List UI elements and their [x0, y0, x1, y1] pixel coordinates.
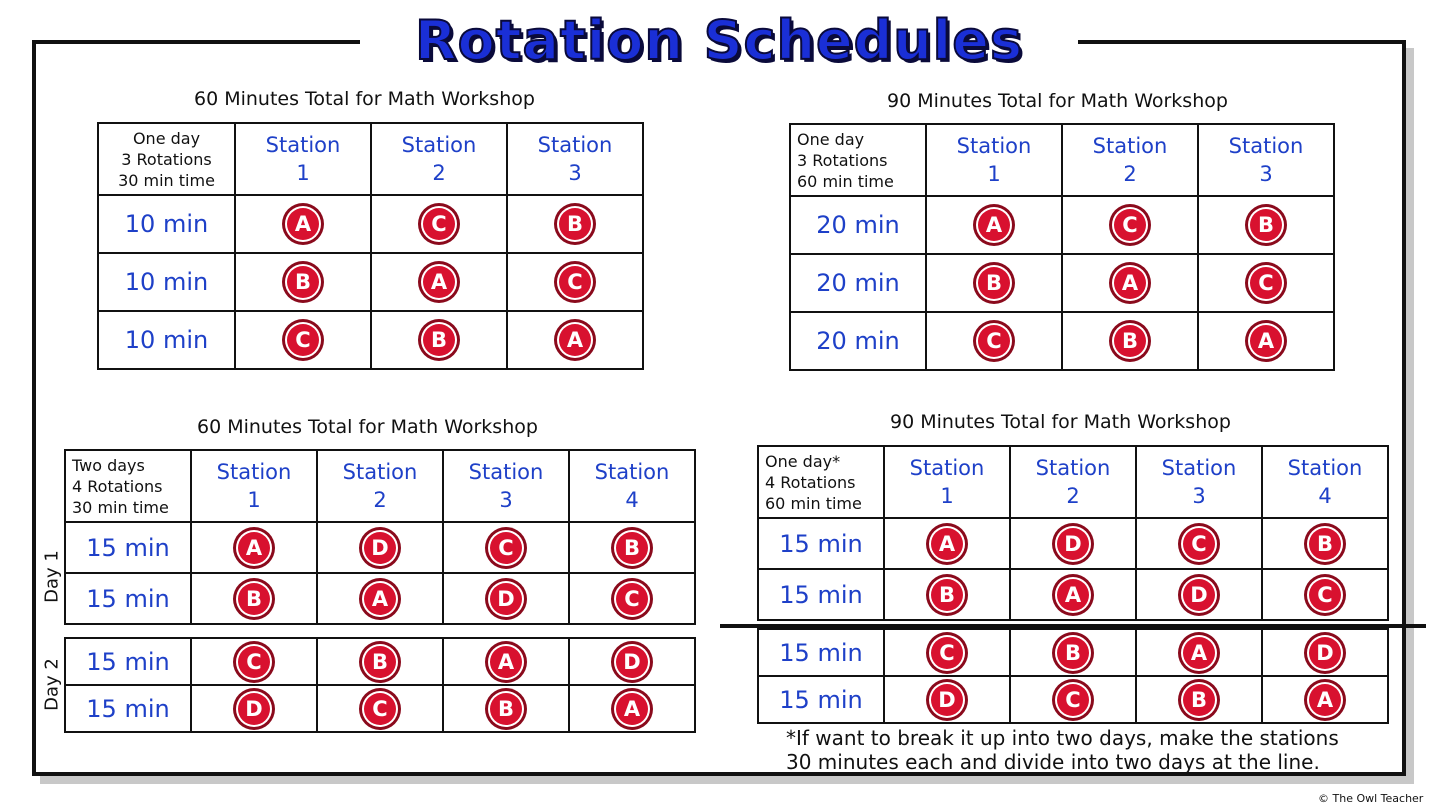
time-cell: 10 min [98, 253, 235, 311]
station-header: Station 2 [1062, 124, 1198, 196]
table-row [65, 522, 695, 573]
station-header: Station 3 [1136, 446, 1262, 518]
time-cell: 15 min [758, 518, 884, 569]
group-badge: C [362, 691, 398, 727]
table-row [790, 196, 1334, 254]
page-title: Rotation Schedules [360, 6, 1078, 76]
group-badge: B [1112, 323, 1148, 359]
group-badge: A [362, 581, 398, 617]
station-header: Station 3 [443, 450, 569, 522]
group-badge: D [362, 530, 398, 566]
group-badge: A [557, 322, 593, 358]
schedule-table-90min-4-stations [757, 445, 1389, 621]
table3-heading: 60 Minutes Total for Math Workshop [197, 416, 538, 438]
group-badge: D [488, 581, 524, 617]
group-badge: C [929, 635, 965, 671]
table-row [98, 311, 643, 369]
group-badge: D [236, 691, 272, 727]
table-row [758, 629, 1388, 676]
time-cell: 20 min [790, 254, 926, 312]
group-badge: A [488, 644, 524, 680]
station-header: Station 3 [1198, 124, 1334, 196]
group-badge: C [1112, 207, 1148, 243]
time-cell: 15 min [758, 569, 884, 620]
table-row [98, 195, 643, 253]
group-badge: C [1055, 682, 1091, 718]
group-badge: B [421, 322, 457, 358]
table-row [758, 518, 1388, 569]
station-header: Station 2 [317, 450, 443, 522]
table-row [790, 254, 1334, 312]
station-header: Station 4 [569, 450, 695, 522]
table-row [758, 569, 1388, 620]
schedule-table-day1 [64, 449, 696, 625]
time-cell: 15 min [65, 573, 191, 624]
group-badge: D [929, 682, 965, 718]
group-badge: D [1181, 577, 1217, 613]
group-badge: B [488, 691, 524, 727]
group-badge: B [1181, 682, 1217, 718]
station-header: Station 1 [926, 124, 1062, 196]
time-cell: 15 min [65, 522, 191, 573]
time-cell: 10 min [98, 311, 235, 369]
group-badge: B [285, 264, 321, 300]
station-header: Station 2 [1010, 446, 1136, 518]
group-badge: C [1248, 265, 1284, 301]
group-badge: B [929, 577, 965, 613]
group-badge: B [1248, 207, 1284, 243]
station-header: Station 1 [235, 123, 371, 195]
time-cell: 20 min [790, 312, 926, 370]
group-badge: B [976, 265, 1012, 301]
group-badge: A [976, 207, 1012, 243]
table-row [65, 573, 695, 624]
time-cell: 20 min [790, 196, 926, 254]
group-badge: B [1055, 635, 1091, 671]
group-badge: A [421, 264, 457, 300]
schedule-table-60min-3-stations [97, 122, 644, 370]
header-description: One day 3 Rotations 60 min time [790, 124, 926, 196]
group-badge: C [285, 322, 321, 358]
time-cell: 15 min [758, 676, 884, 723]
time-cell: 10 min [98, 195, 235, 253]
station-header: Station 3 [507, 123, 643, 195]
table-row [65, 638, 695, 685]
time-cell: 15 min [65, 638, 191, 685]
group-badge: A [1307, 682, 1343, 718]
group-badge: D [1307, 635, 1343, 671]
group-badge: A [614, 691, 650, 727]
header-description: One day* 4 Rotations 60 min time [758, 446, 884, 518]
schedule-table-90min-3-stations [789, 123, 1335, 371]
table2-heading: 90 Minutes Total for Math Workshop [887, 90, 1228, 112]
station-header: Station 4 [1262, 446, 1388, 518]
group-badge: D [1055, 526, 1091, 562]
group-badge: C [1181, 526, 1217, 562]
credit-text: © The Owl Teacher [1318, 792, 1424, 805]
table-row [98, 253, 643, 311]
station-header: Station 2 [371, 123, 507, 195]
group-badge: C [1307, 577, 1343, 613]
group-badge: C [557, 264, 593, 300]
time-cell: 15 min [758, 629, 884, 676]
table-row [758, 676, 1388, 723]
day-2-label: Day 2 [41, 658, 63, 711]
header-description: One day 3 Rotations 30 min time [98, 123, 235, 195]
table-row [790, 312, 1334, 370]
group-badge: A [1181, 635, 1217, 671]
table-row [65, 685, 695, 732]
footnote: *If want to break it up into two days, make the stations 30 minutes each and divide into two days at the line. [786, 726, 1339, 774]
group-badge: D [614, 644, 650, 680]
schedule-table-day2 [64, 637, 696, 733]
group-badge: C [488, 530, 524, 566]
group-badge: B [362, 644, 398, 680]
group-badge: B [557, 206, 593, 242]
station-header: Station 1 [884, 446, 1010, 518]
group-badge: C [421, 206, 457, 242]
schedule-table-90min-4-stations-part2 [757, 628, 1389, 724]
group-badge: A [1248, 323, 1284, 359]
group-badge: C [976, 323, 1012, 359]
group-badge: A [1055, 577, 1091, 613]
table1-heading: 60 Minutes Total for Math Workshop [194, 88, 535, 110]
group-badge: A [1112, 265, 1148, 301]
table4-heading: 90 Minutes Total for Math Workshop [890, 411, 1231, 433]
group-badge: B [614, 530, 650, 566]
group-badge: B [236, 581, 272, 617]
time-cell: 15 min [65, 685, 191, 732]
group-badge: A [285, 206, 321, 242]
group-badge: A [929, 526, 965, 562]
group-badge: C [236, 644, 272, 680]
group-badge: B [1307, 526, 1343, 562]
group-badge: C [614, 581, 650, 617]
day-1-label: Day 1 [41, 550, 63, 603]
header-description: Two days 4 Rotations 30 min time [65, 450, 191, 522]
group-badge: A [236, 530, 272, 566]
station-header: Station 1 [191, 450, 317, 522]
